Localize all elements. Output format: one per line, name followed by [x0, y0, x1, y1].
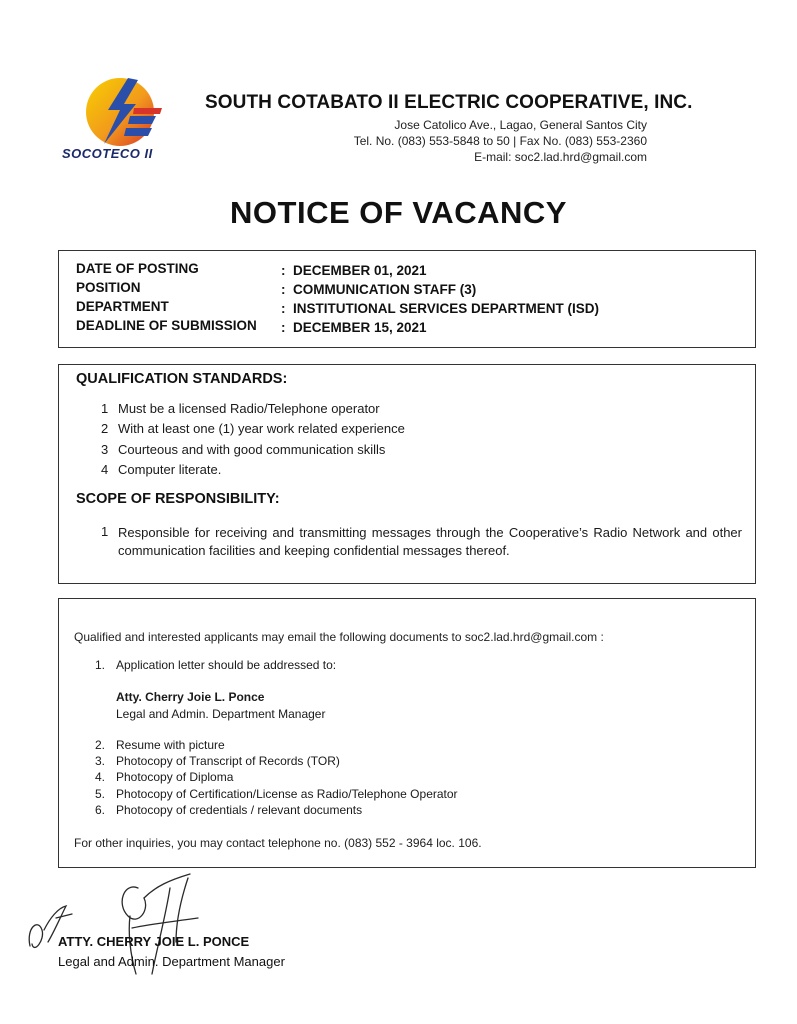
list-item-number: 1.	[95, 658, 106, 672]
deadline-value: DECEMBER 15, 2021	[293, 320, 427, 335]
qualification-heading: QUALIFICATION STANDARDS:	[76, 371, 288, 387]
list-item-number: 4.	[95, 770, 106, 784]
page-title: NOTICE OF VACANCY	[230, 195, 567, 230]
document-item: Photocopy of Certification/License as Radio/Telephone Operator	[116, 787, 458, 801]
signatory-name: ATTY. CHERRY JOIE L. PONCE	[58, 934, 250, 949]
signatory-role: Legal and Admin. Department Manager	[58, 954, 285, 969]
position-value: COMMUNICATION STAFF (3)	[293, 282, 477, 297]
company-email: E-mail: soc2.lad.hrd@gmail.com	[474, 150, 647, 164]
list-item-number: 2	[101, 421, 109, 436]
list-item-number: 3	[101, 442, 109, 457]
document-item: Resume with picture	[116, 738, 225, 752]
addressee-name: Atty. Cherry Joie L. Ponce	[116, 690, 265, 704]
company-name: SOUTH COTABATO II ELECTRIC COOPERATIVE, INC.	[205, 92, 693, 113]
document-item: Photocopy of Diploma	[116, 770, 234, 784]
document-item: Photocopy of credentials / relevant documents	[116, 803, 363, 817]
document-item: Photocopy of Transcript of Records (TOR)	[116, 754, 340, 768]
qualification-item: With at least one (1) year work related experience	[118, 421, 405, 436]
logo-wordmark: SOCOTECO II	[62, 146, 153, 161]
department-value: INSTITUTIONAL SERVICES DEPARTMENT (ISD)	[293, 301, 600, 316]
separator: :	[281, 320, 286, 335]
qualification-item: Courteous and with good communication skills	[118, 442, 386, 457]
list-item-number: 1	[101, 524, 109, 539]
inquiry-footer: For other inquiries, you may contact telephone no. (083) 552 - 3964 loc. 106.	[74, 836, 482, 850]
department-label: DEPARTMENT	[76, 299, 169, 314]
deadline-label: DEADLINE OF SUBMISSION	[76, 318, 257, 333]
application-letter-item: Application letter should be addressed to:	[116, 658, 337, 672]
list-item-number: 4	[101, 462, 109, 477]
responsibility-item: Responsible for receiving and transmitting messages through the Cooperative’s Radio Network and other communication facilities and keeping confidential messages thereof.	[118, 525, 742, 558]
responsibility-heading: SCOPE OF RESPONSIBILITY:	[76, 491, 280, 507]
separator: :	[281, 301, 286, 316]
date-of-posting-value: DECEMBER 01, 2021	[293, 263, 427, 278]
qualification-item: Computer literate.	[118, 462, 222, 477]
position-label: POSITION	[76, 280, 141, 295]
list-item-number: 2.	[95, 738, 106, 752]
separator: :	[281, 263, 286, 278]
date-of-posting-label: DATE OF POSTING	[76, 261, 199, 276]
qualification-item: Must be a licensed Radio/Telephone operator	[118, 401, 380, 416]
separator: :	[281, 282, 286, 297]
company-address: Jose Catolico Ave., Lagao, General Santos City	[394, 118, 647, 132]
company-phone: Tel. No. (083) 553-5848 to 50 | Fax No. (083) 553-2360	[353, 134, 647, 148]
addressee-role: Legal and Admin. Department Manager	[116, 707, 326, 721]
application-intro: Qualified and interested applicants may email the following documents to soc2.lad.hrd@gmail.com :	[74, 630, 604, 644]
list-item-number: 5.	[95, 787, 106, 801]
list-item-number: 6.	[95, 803, 106, 817]
list-item-number: 1	[101, 401, 109, 416]
list-item-number: 3.	[95, 754, 106, 768]
